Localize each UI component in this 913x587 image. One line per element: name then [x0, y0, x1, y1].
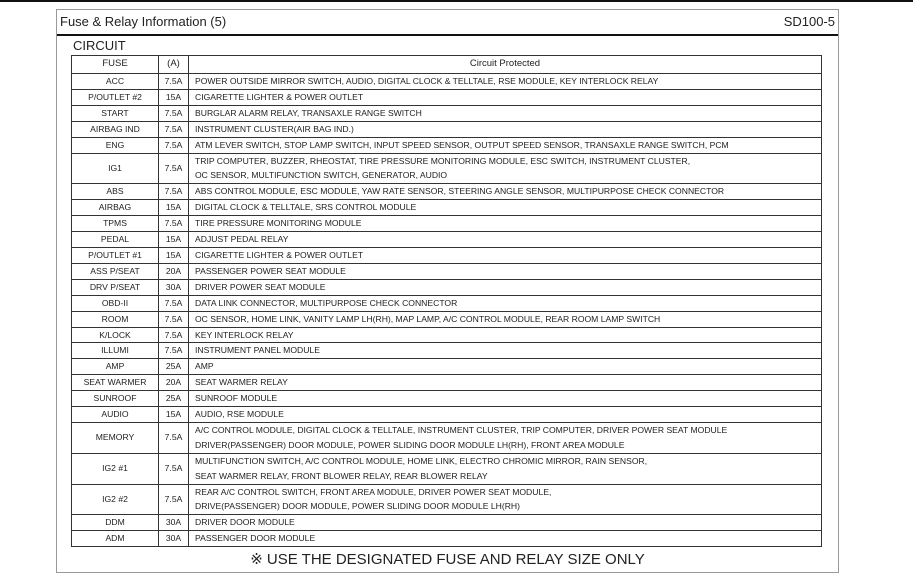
circuit-protected: DRIVER DOOR MODULE [189, 515, 822, 531]
table-row [72, 422, 822, 437]
table-row [72, 375, 822, 391]
fuse-name: TPMS [72, 216, 159, 232]
fuse-rating: 15A [159, 232, 189, 248]
circuit-protected: SUNROOF MODULE [189, 391, 822, 407]
column-header-fuse: FUSE [72, 56, 159, 74]
circuit-protected: TIRE PRESSURE MONITORING MODULE [189, 216, 822, 232]
table-row [72, 216, 822, 232]
fuse-rating: 20A [159, 375, 189, 391]
column-header-amp: (A) [159, 56, 189, 74]
fuse-rating: 7.5A [159, 74, 189, 90]
circuit-protected: AMP [189, 359, 822, 375]
table-row [72, 153, 822, 168]
document-header [57, 10, 838, 36]
circuit-protected: DRIVER(PASSENGER) DOOR MODULE, POWER SLIDING DOOR MODULE LH(RH), FRONT AREA MODULE [189, 438, 822, 453]
fuse-rating: 30A [159, 279, 189, 295]
circuit-protected: CIGARETTE LIGHTER & POWER OUTLET [189, 89, 822, 105]
fuse-name: AIRBAG [72, 200, 159, 216]
table-row [72, 359, 822, 375]
table-row [72, 407, 822, 423]
fuse-name: IG2 #2 [72, 484, 159, 515]
table-row [72, 137, 822, 153]
table-header-row [72, 56, 822, 74]
table-row [72, 279, 822, 295]
fuse-rating: 15A [159, 200, 189, 216]
fuse-name: K/LOCK [72, 327, 159, 343]
circuit-protected: AUDIO, RSE MODULE [189, 407, 822, 423]
table-row [72, 343, 822, 359]
table-row [72, 89, 822, 105]
table-row [72, 121, 822, 137]
circuit-protected: INSTRUMENT CLUSTER(AIR BAG IND.) [189, 121, 822, 137]
fuse-rating: 15A [159, 247, 189, 263]
section-title: CIRCUIT [73, 38, 126, 53]
table-row [72, 311, 822, 327]
fuse-name: AIRBAG IND [72, 121, 159, 137]
fuse-name: ABS [72, 184, 159, 200]
top-border-line [0, 0, 913, 2]
fuse-name: START [72, 105, 159, 121]
fuse-name: DDM [72, 515, 159, 531]
circuit-protected: SEAT WARMER RELAY [189, 375, 822, 391]
fuse-name: ACC [72, 74, 159, 90]
fuse-name: ILLUMI [72, 343, 159, 359]
circuit-protected: DRIVE(PASSENGER) DOOR MODULE, POWER SLIDING DOOR MODULE LH(RH) [189, 499, 822, 514]
fuse-name: P/OUTLET #2 [72, 89, 159, 105]
fuse-rating: 7.5A [159, 327, 189, 343]
document-code: SD100-5 [783, 14, 835, 29]
fuse-rating: 7.5A [159, 184, 189, 200]
fuse-rating: 7.5A [159, 153, 189, 184]
fuse-name: IG2 #1 [72, 453, 159, 484]
table-row [72, 263, 822, 279]
fuse-name: ADM [72, 531, 159, 547]
circuit-protected: A/C CONTROL MODULE, DIGITAL CLOCK & TELLTALE, INSTRUMENT CLUSTER, TRIP COMPUTER, DRIVER POWER SEAT MODULE [189, 422, 822, 437]
table-row [72, 531, 822, 547]
fuse-name: SUNROOF [72, 391, 159, 407]
circuit-protected: ADJUST PEDAL RELAY [189, 232, 822, 248]
circuit-protected: CIGARETTE LIGHTER & POWER OUTLET [189, 247, 822, 263]
circuit-protected: ATM LEVER SWITCH, STOP LAMP SWITCH, INPUT SPEED SENSOR, OUTPUT SPEED SENSOR, TRANSAXLE RANGE SWITCH, PCM [189, 137, 822, 153]
table-row [72, 200, 822, 216]
fuse-rating: 7.5A [159, 137, 189, 153]
table-row [72, 105, 822, 121]
circuit-protected: DATA LINK CONNECTOR, MULTIPURPOSE CHECK CONNECTOR [189, 295, 822, 311]
circuit-protected: PASSENGER POWER SEAT MODULE [189, 263, 822, 279]
table-row [72, 515, 822, 531]
fuse-rating: 15A [159, 89, 189, 105]
circuit-protected: PASSENGER DOOR MODULE [189, 531, 822, 547]
table-row [72, 391, 822, 407]
table-row [72, 232, 822, 248]
fuse-name: DRV P/SEAT [72, 279, 159, 295]
table-row [72, 484, 822, 499]
circuit-protected: OC SENSOR, MULTIFUNCTION SWITCH, GENERATOR, AUDIO [189, 168, 822, 183]
fuse-rating: 7.5A [159, 216, 189, 232]
fuse-name: SEAT WARMER [72, 375, 159, 391]
fuse-rating: 7.5A [159, 105, 189, 121]
fuse-name: MEMORY [72, 422, 159, 453]
fuse-name: PEDAL [72, 232, 159, 248]
document-sheet [56, 9, 839, 573]
fuse-table [71, 55, 822, 547]
circuit-protected: OC SENSOR, HOME LINK, VANITY LAMP LH(RH), MAP LAMP, A/C CONTROL MODULE, REAR ROOM LAMP SWITCH [189, 311, 822, 327]
usage-note: ※ USE THE DESIGNATED FUSE AND RELAY SIZE ONLY [250, 551, 645, 568]
fuse-rating: 25A [159, 391, 189, 407]
circuit-protected: REAR A/C CONTROL SWITCH, FRONT AREA MODULE, DRIVER POWER SEAT MODULE, [189, 484, 822, 499]
fuse-rating: 7.5A [159, 453, 189, 484]
circuit-protected: BURGLAR ALARM RELAY, TRANSAXLE RANGE SWITCH [189, 105, 822, 121]
fuse-rating: 7.5A [159, 343, 189, 359]
fuse-name: AUDIO [72, 407, 159, 423]
table-row [72, 247, 822, 263]
fuse-rating: 15A [159, 407, 189, 423]
fuse-rating: 7.5A [159, 295, 189, 311]
fuse-rating: 7.5A [159, 484, 189, 515]
circuit-protected: DIGITAL CLOCK & TELLTALE, SRS CONTROL MODULE [189, 200, 822, 216]
table-row [72, 184, 822, 200]
fuse-name: OBD-II [72, 295, 159, 311]
circuit-protected: DRIVER POWER SEAT MODULE [189, 279, 822, 295]
table-row [72, 74, 822, 90]
circuit-protected: KEY INTERLOCK RELAY [189, 327, 822, 343]
column-header-circuit: Circuit Protected [189, 56, 822, 74]
fuse-rating: 7.5A [159, 422, 189, 453]
table-row [72, 295, 822, 311]
table-row [72, 327, 822, 343]
fuse-rating: 25A [159, 359, 189, 375]
circuit-protected: INSTRUMENT PANEL MODULE [189, 343, 822, 359]
circuit-protected: SEAT WARMER RELAY, FRONT BLOWER RELAY, REAR BLOWER RELAY [189, 469, 822, 484]
circuit-protected: MULTIFUNCTION SWITCH, A/C CONTROL MODULE, HOME LINK, ELECTRO CHROMIC MIRROR, RAIN SENSOR, [189, 453, 822, 468]
fuse-rating: 30A [159, 531, 189, 547]
circuit-protected: POWER OUTSIDE MIRROR SWITCH, AUDIO, DIGITAL CLOCK & TELLTALE, RSE MODULE, KEY INTERLOCK RELAY [189, 74, 822, 90]
fuse-name: P/OUTLET #1 [72, 247, 159, 263]
fuse-name: AMP [72, 359, 159, 375]
fuse-rating: 7.5A [159, 121, 189, 137]
circuit-protected: TRIP COMPUTER, BUZZER, RHEOSTAT, TIRE PRESSURE MONITORING MODULE, ESC SWITCH, INSTRUMENT CLUSTER, [189, 153, 822, 168]
fuse-rating: 20A [159, 263, 189, 279]
fuse-name: ROOM [72, 311, 159, 327]
table-row [72, 453, 822, 468]
fuse-name: IG1 [72, 153, 159, 184]
fuse-rating: 7.5A [159, 311, 189, 327]
document-title: Fuse & Relay Information (5) [60, 14, 227, 29]
circuit-protected: ABS CONTROL MODULE, ESC MODULE, YAW RATE SENSOR, STEERING ANGLE SENSOR, MULTIPURPOSE CHECK CONNECTOR [189, 184, 822, 200]
fuse-name: ENG [72, 137, 159, 153]
fuse-rating: 30A [159, 515, 189, 531]
fuse-name: ASS P/SEAT [72, 263, 159, 279]
